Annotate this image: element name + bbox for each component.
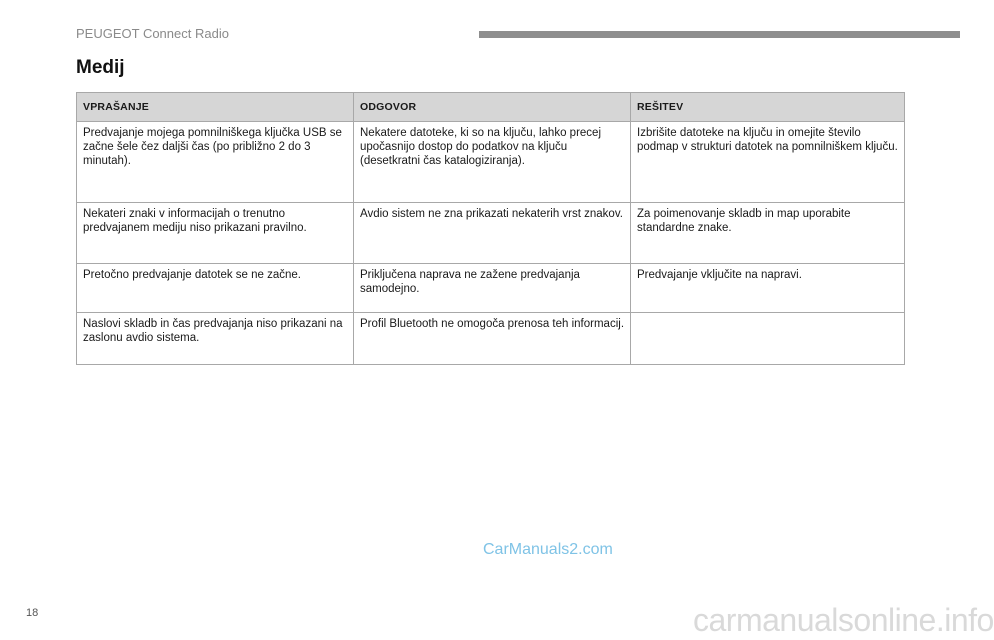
question-cell: Pretočno predvajanje datotek se ne začne.	[77, 264, 354, 313]
answer-cell: Avdio sistem ne zna prikazati nekaterih vrst znakov.	[354, 203, 631, 264]
table-row	[77, 264, 905, 313]
watermark-link[interactable]: CarManuals2.com	[483, 541, 613, 558]
question-cell: Naslovi skladb in čas predvajanja niso prikazani na zaslonu avdio sistema.	[77, 313, 354, 365]
table-header-row	[77, 93, 905, 122]
table-row	[77, 203, 905, 264]
solution-cell: Predvajanje vključite na napravi.	[631, 264, 905, 313]
faq-table	[76, 92, 905, 365]
header-title: PEUGEOT Connect Radio	[76, 26, 229, 41]
table-row	[77, 122, 905, 203]
site-watermark: carmanualsonline.info	[693, 602, 994, 638]
table-row	[77, 313, 905, 365]
solution-cell	[631, 313, 905, 365]
header-bar	[479, 31, 960, 38]
answer-cell: Priključena naprava ne zažene predvajanja samodejno.	[354, 264, 631, 313]
section-title: Medij	[76, 57, 125, 78]
question-cell: Nekateri znaki v informacijah o trenutno predvajanem mediju niso prikazani pravilno.	[77, 203, 354, 264]
column-header-answer: ODGOVOR	[354, 93, 631, 122]
solution-cell: Za poimenovanje skladb in map uporabite standardne znake.	[631, 203, 905, 264]
answer-cell: Nekatere datoteke, ki so na ključu, lahko precej upočasnijo dostop do podatkov na ključu (desetkratni čas katalogiziranja).	[354, 122, 631, 203]
question-cell: Predvajanje mojega pomnilniškega ključka USB se začne šele čez daljši čas (po približno 2 do 3 minutah).	[77, 122, 354, 203]
column-header-question: VPRAŠANJE	[77, 93, 354, 122]
column-header-solution: REŠITEV	[631, 93, 905, 122]
solution-cell: Izbrišite datoteke na ključu in omejite število podmap v strukturi datotek na pomnilniškem ključu.	[631, 122, 905, 203]
answer-cell: Profil Bluetooth ne omogoča prenosa teh informacij.	[354, 313, 631, 365]
page-number: 18	[26, 607, 39, 619]
